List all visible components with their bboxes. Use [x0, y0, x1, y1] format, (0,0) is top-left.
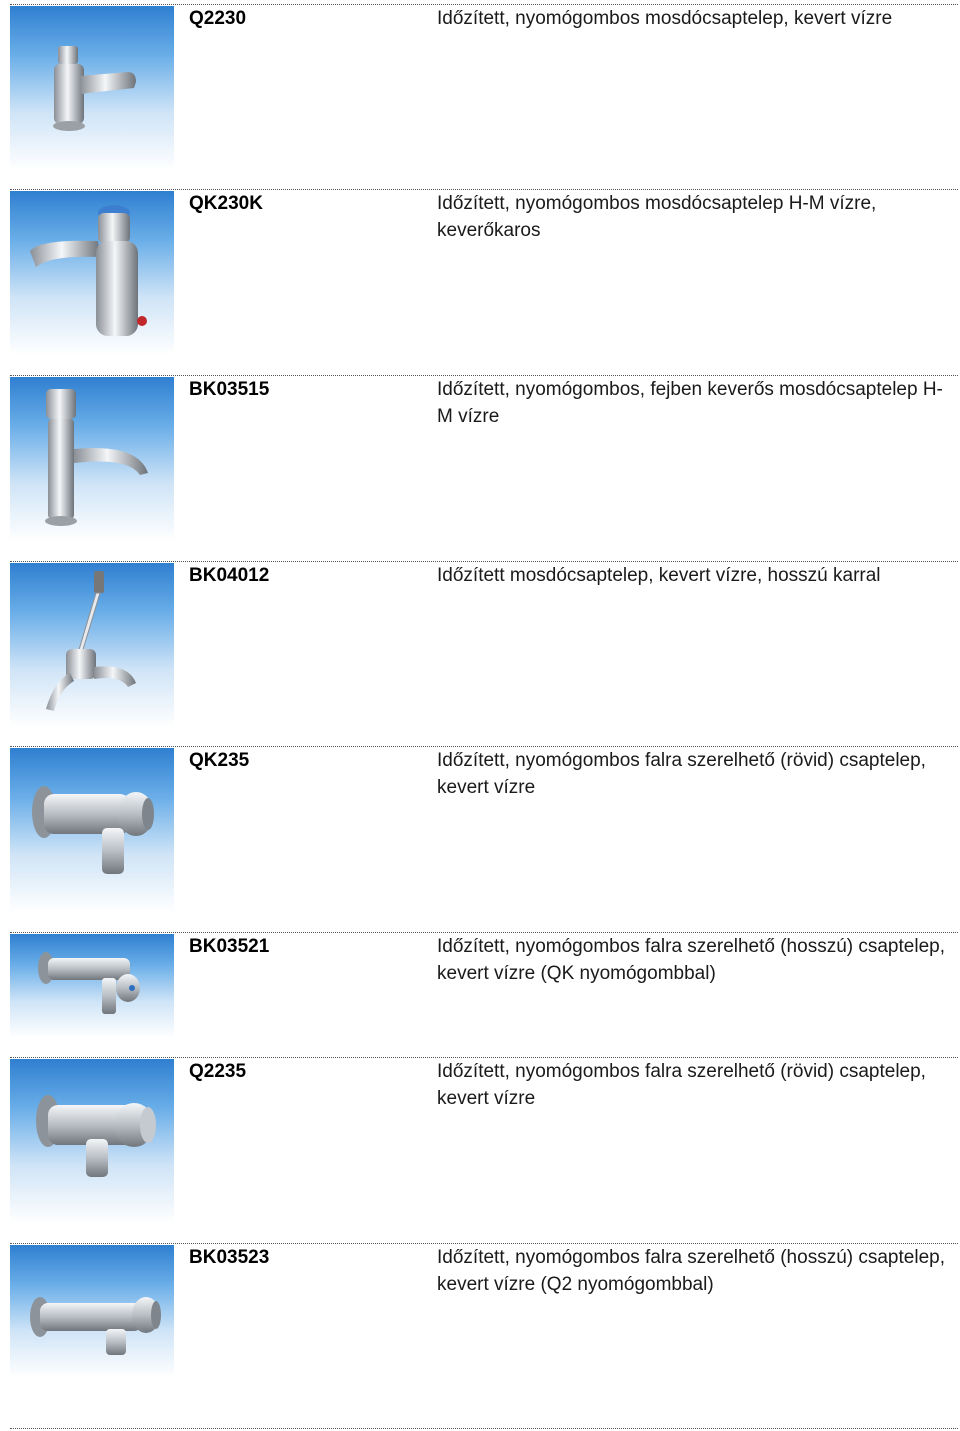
product-description: Időzített mosdócsaptelep, kevert vízre, hosszú karral: [437, 565, 881, 586]
wall-tap-long-icon: [10, 934, 174, 1038]
product-description: Időzített, nyomógombos falra szerelhető (hosszú) csaptelep, kevert vízre (Q2 nyomógombbal): [437, 1247, 945, 1295]
product-code: QK230K: [189, 193, 263, 214]
product-code: BK03515: [189, 379, 270, 400]
product-description: Időzített, nyomógombos, fejben keverős mosdócsaptelep H-M vízre: [437, 379, 943, 427]
product-code: BK03521: [189, 936, 270, 957]
product-description: Időzített, nyomógombos mosdócsaptelep, kevert vízre: [437, 8, 893, 29]
faucet-tall-icon: [10, 377, 174, 541]
row-separator: [10, 1428, 958, 1429]
wall-tap-short-icon: [10, 1059, 174, 1223]
faucet-long-lever-icon: [10, 563, 174, 727]
faucet-basin-icon: [10, 6, 174, 170]
wall-tap-short-icon: [10, 748, 174, 912]
product-description: Időzített, nyomógombos falra szerelhető (rövid) csaptelep, kevert vízre: [437, 750, 926, 798]
product-description: Időzített, nyomógombos falra szerelhető (rövid) csaptelep, kevert vízre: [437, 1061, 926, 1109]
product-code: BK04012: [189, 565, 270, 586]
product-code: Q2235: [189, 1061, 247, 1082]
product-description: Időzített, nyomógombos falra szerelhető (hosszú) csaptelep, kevert vízre (QK nyomógombbal): [437, 936, 945, 984]
wall-tap-long-icon: [10, 1245, 174, 1377]
product-description: Időzített, nyomógombos mosdócsaptelep H-M vízre, keverőkaros: [437, 193, 877, 241]
faucet-mixer-icon: [10, 191, 174, 355]
product-code: Q2230: [189, 8, 247, 29]
product-code: QK235: [189, 750, 250, 771]
product-code: BK03523: [189, 1247, 270, 1268]
